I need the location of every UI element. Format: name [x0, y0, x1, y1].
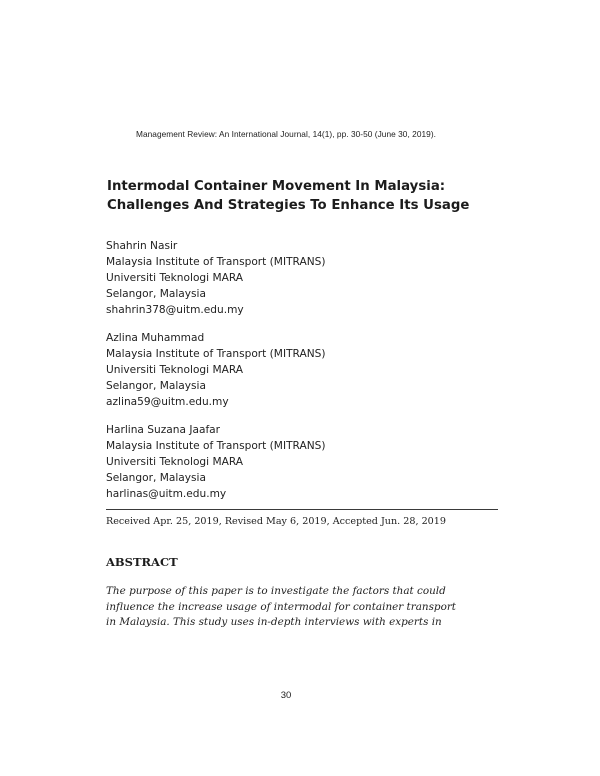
author-university: Universiti Teknologi MARA [106, 364, 244, 376]
paper-title-line-2: Challenges And Strategies To Enhance Its Usage [107, 198, 470, 213]
author-institute: Malaysia Institute of Transport (MITRANS) [106, 348, 326, 360]
author-institute: Malaysia Institute of Transport (MITRANS) [106, 440, 326, 452]
journal-citation: Management Review: An International Journal, 14(1), pp. 30-50 (June 30, 2019). [135, 129, 436, 139]
author-university: Universiti Teknologi MARA [106, 272, 244, 284]
horizontal-divider [106, 509, 498, 510]
author-university: Universiti Teknologi MARA [106, 456, 244, 468]
author-location: Selangor, Malaysia [106, 472, 206, 484]
author-block [106, 330, 466, 410]
abstract-text [106, 584, 506, 631]
page-number: 30 [280, 690, 292, 701]
paper-title-line-1: Intermodal Container Movement In Malaysia: [107, 179, 446, 194]
abstract-heading: ABSTRACT [106, 555, 178, 569]
submission-dates: Received Apr. 25, 2019, Revised May 6, 2019, Accepted Jun. 28, 2019 [106, 516, 446, 527]
abstract-line: in Malaysia. This study uses in-depth interviews with experts in [106, 616, 442, 628]
paper-title [107, 177, 527, 215]
author-institute: Malaysia Institute of Transport (MITRANS) [106, 256, 326, 268]
author-name: Shahrin Nasir [106, 240, 178, 252]
author-email: shahrin378@uitm.edu.my [106, 304, 244, 316]
abstract-line: influence the increase usage of intermodal for container transport [106, 600, 456, 613]
author-location: Selangor, Malaysia [106, 380, 206, 392]
author-block [106, 238, 466, 318]
author-name: Harlina Suzana Jaafar [106, 424, 221, 436]
author-email: harlinas@uitm.edu.my [106, 488, 227, 500]
author-email: azlina59@uitm.edu.my [106, 396, 229, 408]
abstract-line: The purpose of this paper is to investigate the factors that could [106, 585, 446, 597]
author-name: Azlina Muhammad [106, 332, 205, 344]
author-block [106, 422, 466, 502]
author-location: Selangor, Malaysia [106, 288, 206, 300]
